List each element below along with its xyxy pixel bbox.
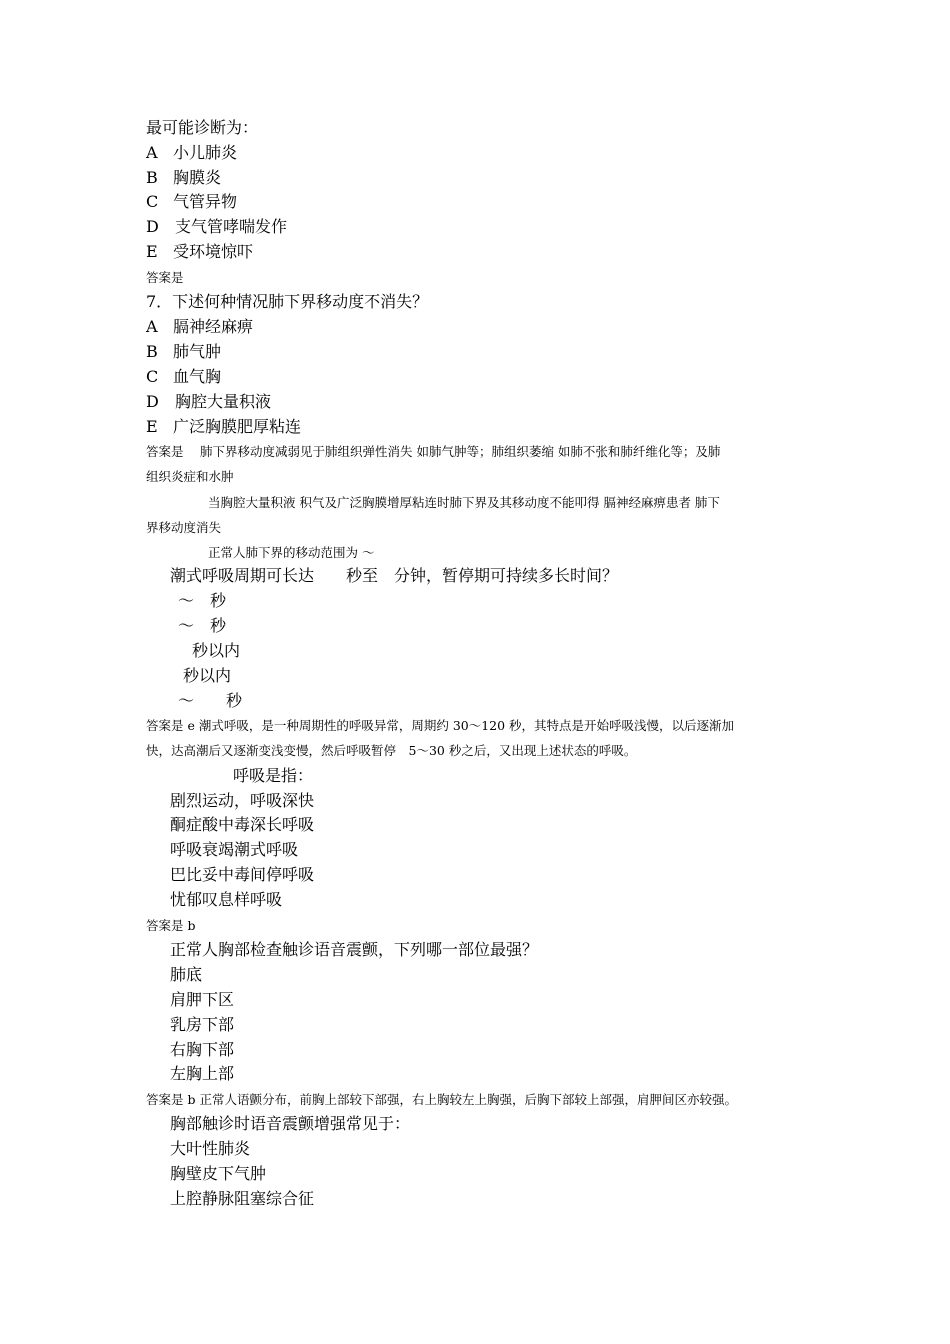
q6-option-d (146, 219, 287, 235)
q11-option: 胸壁皮下气肿 (170, 1164, 267, 1183)
q7-answer-line: 正常人肺下界的移动范围为 ～ (208, 545, 375, 560)
q6-option-c (146, 194, 237, 210)
option-letter: B (146, 168, 158, 187)
option-letter: E (146, 417, 158, 436)
q8-option: ～ 秒 (178, 691, 243, 710)
q10-option: 右胸下部 (170, 1040, 235, 1059)
option-text: 肺气肿 (173, 342, 222, 361)
q6-option-e (146, 244, 253, 260)
q11-stem: 胸部触诊时语音震颤增强常见于： (170, 1114, 411, 1133)
q7-answer-line: 界移动度消失 (146, 520, 222, 535)
q7-option-e (146, 419, 301, 435)
option-text: 受环境惊吓 (173, 242, 254, 261)
q8-option: 秒以内 (192, 641, 241, 660)
q9-answer: 答案是 b (146, 918, 196, 933)
q8-stem: 潮式呼吸周期可长达 秒至 分钟，暂停期可持续多长时间？ (170, 566, 619, 585)
option-text: 广泛胸膜肥厚粘连 (173, 417, 302, 436)
option-letter: A (146, 143, 158, 162)
q9-option: 剧烈运动，呼吸深快 (170, 791, 315, 810)
option-letter: D (146, 217, 159, 236)
option-text: 支气管哮喘发作 (175, 217, 288, 236)
q10-option: 左胸上部 (170, 1064, 235, 1083)
option-letter: C (146, 367, 159, 386)
q7-stem: 7．下述何种情况肺下界移动度不消失？ (146, 292, 429, 311)
q11-option: 上腔静脉阻塞综合征 (170, 1189, 315, 1208)
q11-option: 大叶性肺炎 (170, 1139, 251, 1158)
q9-option: 呼吸衰竭潮式呼吸 (170, 840, 299, 859)
option-letter: E (146, 242, 158, 261)
option-letter: A (146, 317, 158, 336)
option-letter: D (146, 392, 159, 411)
q6-option-b (146, 170, 221, 186)
q10-option: 肩胛下区 (170, 990, 235, 1009)
q8-answer-line: 答案是 e 潮式呼吸，是一种周期性的呼吸异常，周期约 30～120 秒，其特点是开始呼吸浅慢，以后逐渐加 (146, 718, 735, 733)
option-text: 小儿肺炎 (173, 143, 238, 162)
q7-option-b (146, 344, 221, 360)
option-text: 血气胸 (173, 367, 222, 386)
q7-option-d (146, 394, 271, 410)
q10-option: 乳房下部 (170, 1015, 235, 1034)
q7-option-a (146, 319, 253, 335)
option-text: 气管异物 (173, 192, 238, 211)
q9-option: 酮症酸中毒深长呼吸 (170, 815, 315, 834)
option-text: 胸膜炎 (173, 168, 222, 187)
q8-option: ～ 秒 (178, 616, 227, 635)
q9-option: 忧郁叹息样呼吸 (170, 890, 283, 909)
q7-answer-line: 当胸腔大量积液 积气及广泛胸膜增厚粘连时肺下界及其移动度不能叩得 膈神经麻痹患者 肺下 (208, 495, 720, 510)
q6-answer: 答案是 (146, 270, 184, 285)
option-text: 胸腔大量积液 (175, 392, 272, 411)
option-letter: B (146, 342, 158, 361)
q8-option: ～ 秒 (178, 591, 227, 610)
q7-option-c (146, 369, 221, 385)
q7-answer-line: 答案是 肺下界移动度减弱见于肺组织弹性消失 如肺气肿等；肺组织萎缩 如肺不张和肺纤维化等；及肺 (146, 444, 721, 459)
q10-answer: 答案是 b 正常人语颤分布，前胸上部较下部强，右上胸较左上胸强，后胸下部较上部强，肩胛间区亦较强。 (146, 1092, 737, 1107)
q6-stem: 最可能诊断为： (146, 118, 259, 137)
q9-stem: 呼吸是指： (233, 766, 314, 785)
q10-option: 肺底 (170, 965, 203, 984)
q8-answer-line: 快，达高潮后又逐渐变浅变慢，然后呼吸暂停 5～30 秒之后，又出现上述状态的呼吸。 (146, 743, 637, 758)
q10-stem: 正常人胸部检查触诊语音震颤，下列哪一部位最强？ (170, 940, 539, 959)
q9-option: 巴比妥中毒间停呼吸 (170, 865, 315, 884)
q7-answer-line: 组织炎症和水肿 (146, 469, 234, 484)
option-text: 膈神经麻痹 (173, 317, 254, 336)
q6-option-a (146, 145, 237, 161)
q8-option: 秒以内 (183, 666, 232, 685)
option-letter: C (146, 192, 159, 211)
